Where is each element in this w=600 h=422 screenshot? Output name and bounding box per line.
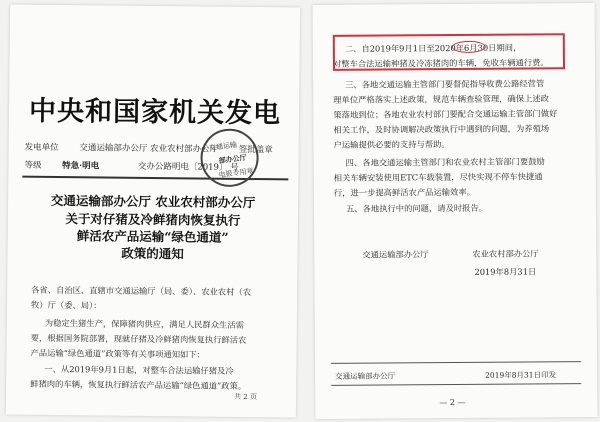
page-count-mark: 共 2 页 (234, 392, 258, 402)
notice-title-line-1: 交通运输部办公厅 农业农村部办公厅 (50, 192, 256, 211)
document-number: 交办公路明电〔2019〕 号 (137, 161, 239, 173)
body-line-2: 理单位严格落实上述政策，规范车辆查验管理，确保上述政 (333, 93, 549, 105)
body-line-8: 行，进一步提高鲜活农产品运输效率。 (333, 186, 475, 198)
issuer-label: 发电单位 (24, 142, 59, 154)
highlight-line-1: 二、自2019年9月1日至2020年6月30日期间， (344, 42, 522, 54)
body-line-2: 要，根据国务院部署，现就仔猪及冷鲜猪肉恢复执行鲜活农 (30, 332, 247, 345)
seal-text-2: 部办公厅 (218, 152, 248, 166)
grade-label: 等级 (24, 160, 42, 171)
body-line-4: 相关工作，及时协调解决政策执行中遇到的问题，为养殖场 (333, 123, 550, 135)
addressee-line-2: 牧）厅（委、局）： (30, 299, 102, 311)
body-line-3: 产品运输“绿色通道”政策等有关事项通知如下： (30, 347, 205, 360)
notice-title-line-3: 鲜活农产品运输“绿色通道” (76, 228, 229, 245)
document-page-1 (6, 4, 300, 417)
addressee-line-1: 各省、自治区、直辖市交通运输厅（局、委）、农业农村（农 (31, 284, 252, 298)
footer-issuer: 交通运输部办公厅 (335, 371, 396, 381)
footer-print-date: 2019年8月31日印发 (485, 370, 557, 380)
official-seal (197, 125, 262, 190)
body-line-9: 五、各地执行中的问题，请及时报告。 (345, 202, 488, 214)
seal-text-3: 电报专用章 (218, 166, 254, 180)
grade-value: 特急·明电 (62, 161, 100, 172)
signatory-mot: 交通运输部办公厅 (362, 249, 429, 260)
red-highlight-box (333, 33, 565, 71)
body-line-1: 三、各地交通运输主管部门要督促指导收费公路经营管 (345, 78, 545, 90)
footer-rule-top (331, 361, 581, 364)
body-line-1: 为稳定生猪生产，保障猪肉供应，满足人民群众生活需 (44, 317, 245, 330)
body-line-3: 策落地到位；各地农业农村部门要配合交通运输主管部门做好 (333, 108, 558, 120)
body-line-6: 四、各地交通运输主管部门和农业农村主管部门要鼓励 (345, 156, 545, 168)
footer-rule-bottom (331, 383, 581, 386)
signatory-moa: 农业农村部办公厅 (472, 248, 539, 259)
body-line-4: 一、从2019年9月1日起，对整车合法运输仔猪及冷 (44, 363, 234, 376)
sign-label: 签批盖章 (238, 144, 273, 156)
signature-date: 2019年8月31日 (474, 266, 537, 277)
body-line-7: 相关车辆安装使用ETC车载装置，尽快实现不停车快捷通 (333, 171, 543, 183)
body-line-5: 户运输提供必要的支持与帮助。 (333, 139, 450, 150)
document-page-2 (313, 3, 598, 419)
notice-title-line-4: 政策的通知 (121, 245, 184, 262)
notice-title-line-2: 关于对仔猪及冷鲜猪肉恢复执行 (65, 211, 241, 228)
page-number: — 2 — (439, 397, 466, 408)
issuer-value: 交通运输部办公厅 农业农村部办公厅 (79, 143, 219, 155)
masthead-title: 中央和国家机关发电 (28, 95, 282, 130)
highlight-line-2: 对整车合法运输种猪及冷冻猪肉的车辆，免收车辆通行费。 (332, 57, 549, 69)
body-line-5: 鲜猪肉的车辆，恢复执行鲜活农产品运输“绿色通道”政策。 (30, 378, 247, 391)
seal-text-1: 交通运输 (208, 140, 238, 153)
